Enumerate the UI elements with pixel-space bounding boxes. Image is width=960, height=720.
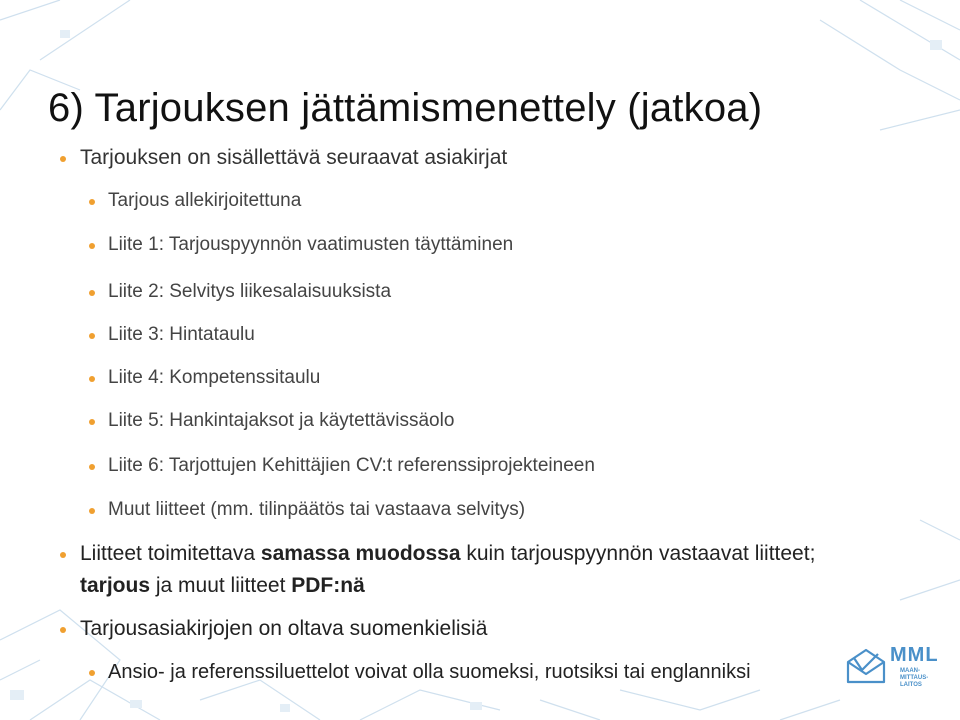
bullet-liite-2: Liite 2: Selvitys liikesalaisuuksista	[108, 281, 392, 302]
bullet-toimitus	[80, 542, 815, 566]
bullet-kieli-sub: Ansio- ja referenssiluettelot voivat olla suomeksi, ruotsiksi tai englanniksi	[108, 661, 751, 683]
bullet-kieli: Tarjousasiakirjojen on oltava suomenkielisiä	[80, 617, 488, 640]
mml-logo	[844, 642, 939, 694]
toimitus-text-1: Liitteet toimitettava	[80, 542, 261, 565]
toimitus-text-2: kuin tarjouspyynnön vastaavat liitteet;	[460, 542, 816, 565]
toimitus-bold-3: PDF:nä	[291, 574, 365, 597]
toimitus-text-3: ja muut liitteet	[150, 574, 292, 597]
bullet-liite-5: Liite 5: Hankintajaksot ja käytettävissäolo	[108, 410, 455, 431]
bullet-tarjous: Tarjous allekirjoitettuna	[108, 190, 302, 211]
envelope-compass-icon	[844, 644, 890, 690]
slide-title: 6) Tarjouksen jättämismenettely (jatkoa)	[48, 86, 763, 130]
bullet-liite-3: Liite 3: Hintataulu	[108, 324, 255, 345]
toimitus-bold-1: samassa muodossa	[260, 542, 461, 565]
bullet-liite-6: Liite 6: Tarjottujen Kehittäjien CV:t referenssiprojekteineen	[108, 455, 595, 476]
toimitus-line-2	[80, 574, 365, 598]
bullet-asiakirjat: Tarjouksen on sisällettävä seuraavat asiakirjat	[80, 146, 508, 169]
logo-subtitle: MAAN- MITTAUS- LAITOS	[900, 668, 929, 688]
bullet-liite-1: Liite 1: Tarjouspyynnön vaatimusten täyttäminen	[108, 234, 514, 255]
bullet-liite-4: Liite 4: Kompetenssitaulu	[108, 367, 321, 388]
bullet-muut-liitteet: Muut liitteet (mm. tilinpäätös tai vastaava selvitys)	[108, 499, 526, 520]
toimitus-bold-2: tarjous	[80, 574, 151, 597]
logo-name: MML	[890, 644, 939, 666]
